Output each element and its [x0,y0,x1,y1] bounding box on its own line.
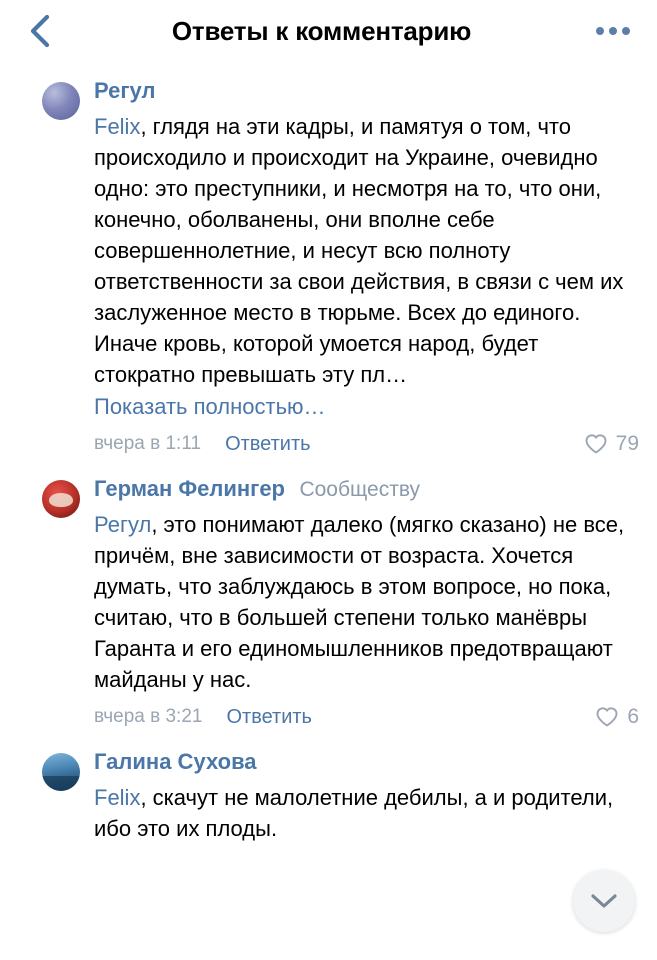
like-count: 6 [627,705,639,728]
comment-text-rest: , скачут не малолетние дебилы, а и родители, ибо это их плоды. [94,785,614,841]
reply-button[interactable]: Ответить [225,432,311,455]
comment-timestamp: вчера в 3:21 [94,706,203,727]
avatar[interactable] [42,480,80,518]
like-count: 79 [615,432,639,455]
like-button[interactable] [595,705,639,729]
heart-icon [595,706,619,728]
like-button[interactable] [584,432,639,456]
list-item [0,741,657,844]
comment-meta [94,705,639,741]
show-more-link[interactable]: Показать полностью… [94,394,326,419]
list-item [0,468,657,741]
mention-link[interactable]: Felix [94,785,141,810]
mention-link[interactable]: Felix [94,114,141,139]
comment-author[interactable]: Галина Сухова [94,749,257,774]
comment-body [94,747,639,844]
comment-text-rest: , это понимают далеко (мягко сказано) не все, причём, вне зависимости от возраста. Хочется думать, что заблуждаюсь в этом вопросе, но пока, считаю, что в большей степени только манёвры Гаранта и его единомышленников предотвращают майданы у нас. [94,512,625,692]
more-dots-icon [622,27,630,35]
list-item [0,70,657,468]
comments-list [0,62,657,844]
chevron-down-icon [589,891,619,911]
comment-text [94,509,639,695]
mention-link[interactable]: Регул [94,512,152,537]
comment-text [94,111,639,390]
status-badge: Сообществу [299,478,421,501]
avatar[interactable] [42,753,80,791]
comment-author[interactable]: Герман Фелингер [94,476,285,501]
more-dots-icon [596,27,604,35]
comment-text-rest: , глядя на эти кадры, и памятуя о том, что происходило и происходит на Украине, очевидно одно: это преступники, и несмотря на то, что они, конечно, оболванены, они вполне себе совершеннолетние, и несут всю полноту ответственности за свои действия, в связи с чем их заслуженное место в тюрьме. Всех до единого. Иначе кровь, которой умоется народ, будет стократно превышать эту пл… [94,114,624,387]
app-header [0,0,657,62]
avatar[interactable] [42,82,80,120]
page-title: Ответы к комментарию [171,15,472,46]
comment-body [94,76,639,468]
comment-header [94,747,639,780]
comment-header [94,76,639,109]
chevron-left-icon [27,14,53,48]
scroll-down-button[interactable] [573,870,635,932]
comment-text [94,782,639,844]
more-dots-icon [609,27,617,35]
more-options-button[interactable] [591,13,635,49]
comment-meta [94,432,639,468]
reply-button[interactable]: Ответить [226,705,312,728]
comment-header [94,474,639,507]
comment-timestamp: вчера в 1:11 [94,433,202,454]
comment-body [94,474,639,741]
heart-icon [584,433,608,455]
comment-author[interactable]: Регул [94,78,156,103]
